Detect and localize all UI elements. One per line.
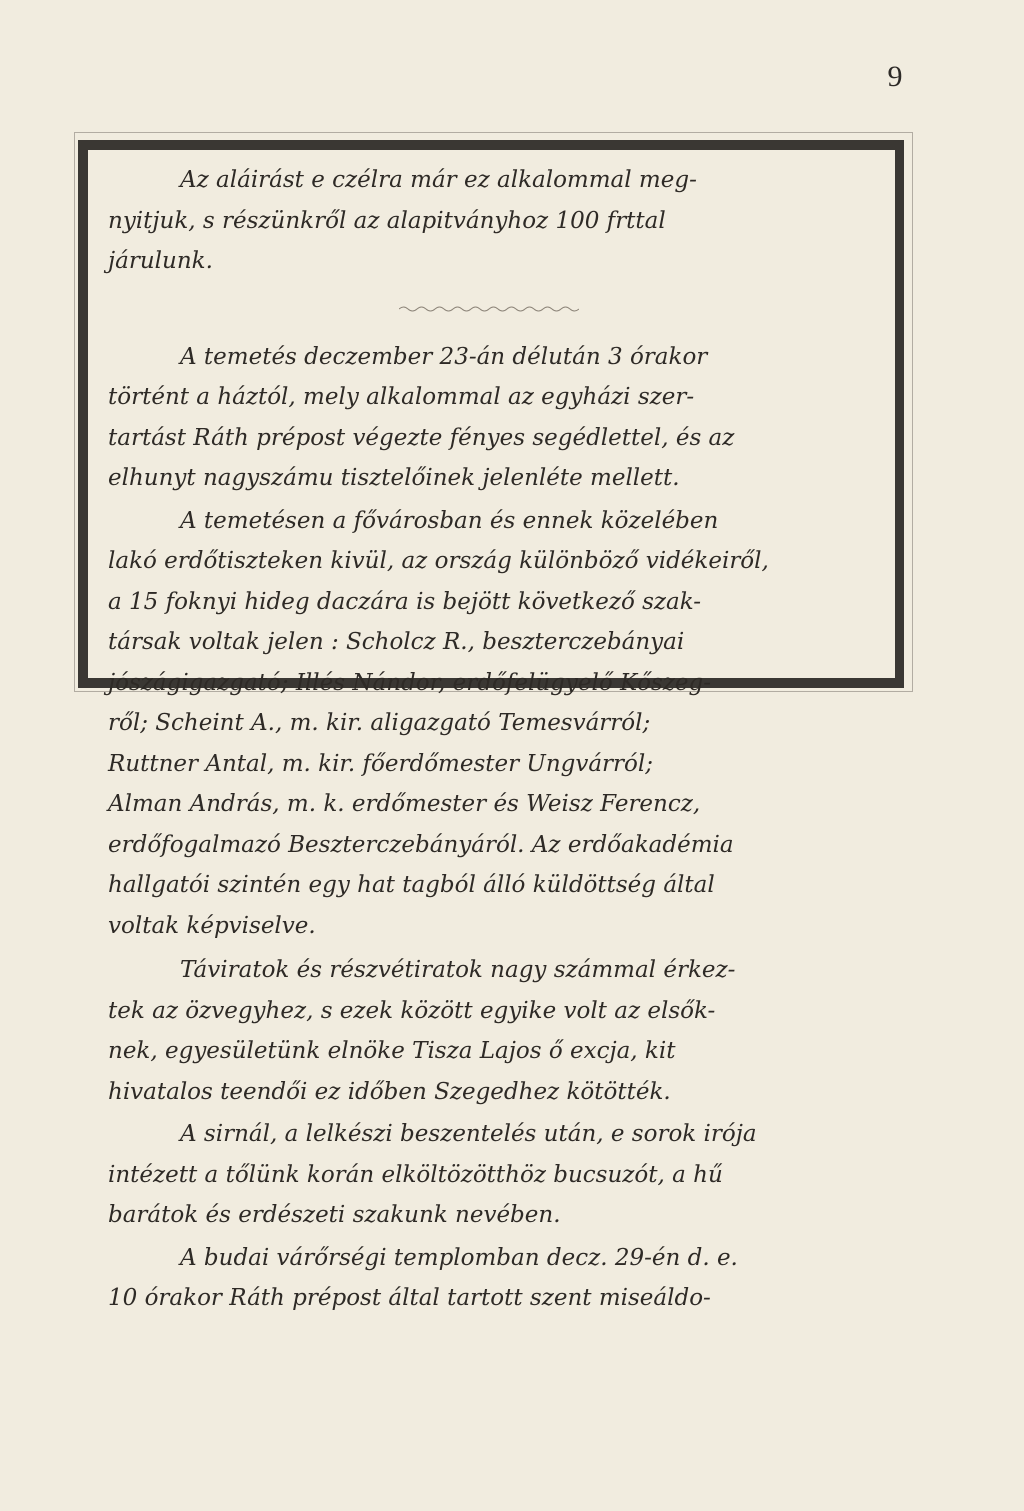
paragraph-subscription: [108, 160, 870, 282]
text-line: nyitjuk, s részünkről az alapitványhoz 100 frttal: [108, 207, 666, 234]
text-line: A sirnál, a lelkészi beszentelés után, e sorok irója: [180, 1121, 757, 1147]
text-line: lakó erdőtiszteken kivül, az ország különböző vidékeiről,: [108, 548, 769, 574]
paragraph-graveside: [108, 1114, 870, 1236]
wavy-divider: [108, 282, 870, 337]
page-number: 9: [887, 60, 903, 93]
text-line: hivatalos teendői ez időben Szegedhez kötötték.: [108, 1078, 671, 1105]
text-line: A temetésen a fővárosban és ennek közelében: [180, 507, 719, 534]
page-body: [108, 160, 870, 1319]
text-line: A budai várőrségi templomban decz. 29-én d. e.: [180, 1244, 738, 1271]
text-line: ről; Scheint A., m. kir. aligazgató Temesvárról;: [108, 710, 651, 736]
text-line: intézett a tőlünk korán elköltözötthöz bucsuzót, a hű: [108, 1161, 723, 1188]
text-line: történt a háztól, mely alkalommal az egyházi szer-: [108, 384, 695, 410]
paragraph-funeral: [108, 337, 870, 499]
text-line: elhunyt nagyszámu tisztelőinek jelenléte mellett.: [108, 465, 680, 491]
text-line: járulunk.: [108, 248, 213, 274]
text-line: Ruttner Antal, m. kir. főerdőmester Ungvárról;: [108, 750, 654, 777]
text-line: tartást Ráth prépost végezte fényes segédlettel, és az: [108, 424, 735, 451]
text-line: tek az özvegyhez, s ezek között egyike volt az elsők-: [108, 997, 716, 1024]
paragraph-attendees: [108, 501, 870, 947]
text-line: erdőfogalmazó Beszterczebányáról. Az erdőakadémia: [108, 831, 734, 858]
text-line: nek, egyesületünk elnöke Tisza Lajos ő excja, kit: [108, 1038, 676, 1064]
text-line: a 15 foknyi hideg daczára is bejött következő szak-: [108, 588, 702, 615]
text-line: barátok és erdészeti szakunk nevében.: [108, 1202, 561, 1228]
paragraph-mass: [108, 1238, 870, 1319]
text-line: Alman András, m. k. erdőmester és Weisz Ferencz,: [108, 791, 701, 817]
text-line: társak voltak jelen : Scholcz R., beszterczebányai: [108, 629, 685, 655]
text-line: jószágigazgató; Illés Nándor, erdőfelügyelő Kőszeg-: [108, 669, 712, 696]
text-line: Táviratok és részvétiratok nagy számmal érkez-: [180, 957, 736, 983]
text-line: 10 órakor Ráth prépost által tartott szent miseáldo-: [108, 1285, 711, 1311]
text-line: A temetés deczember 23-án délután 3 órakor: [180, 343, 708, 370]
text-line: Az aláirást e czélra már ez alkalommal meg-: [180, 167, 697, 193]
paragraph-telegrams: [108, 950, 870, 1112]
text-line: voltak képviselve.: [108, 912, 316, 939]
wavy-divider-icon: [399, 304, 579, 314]
text-line: hallgatói szintén egy hat tagból álló küldöttség által: [108, 872, 715, 898]
